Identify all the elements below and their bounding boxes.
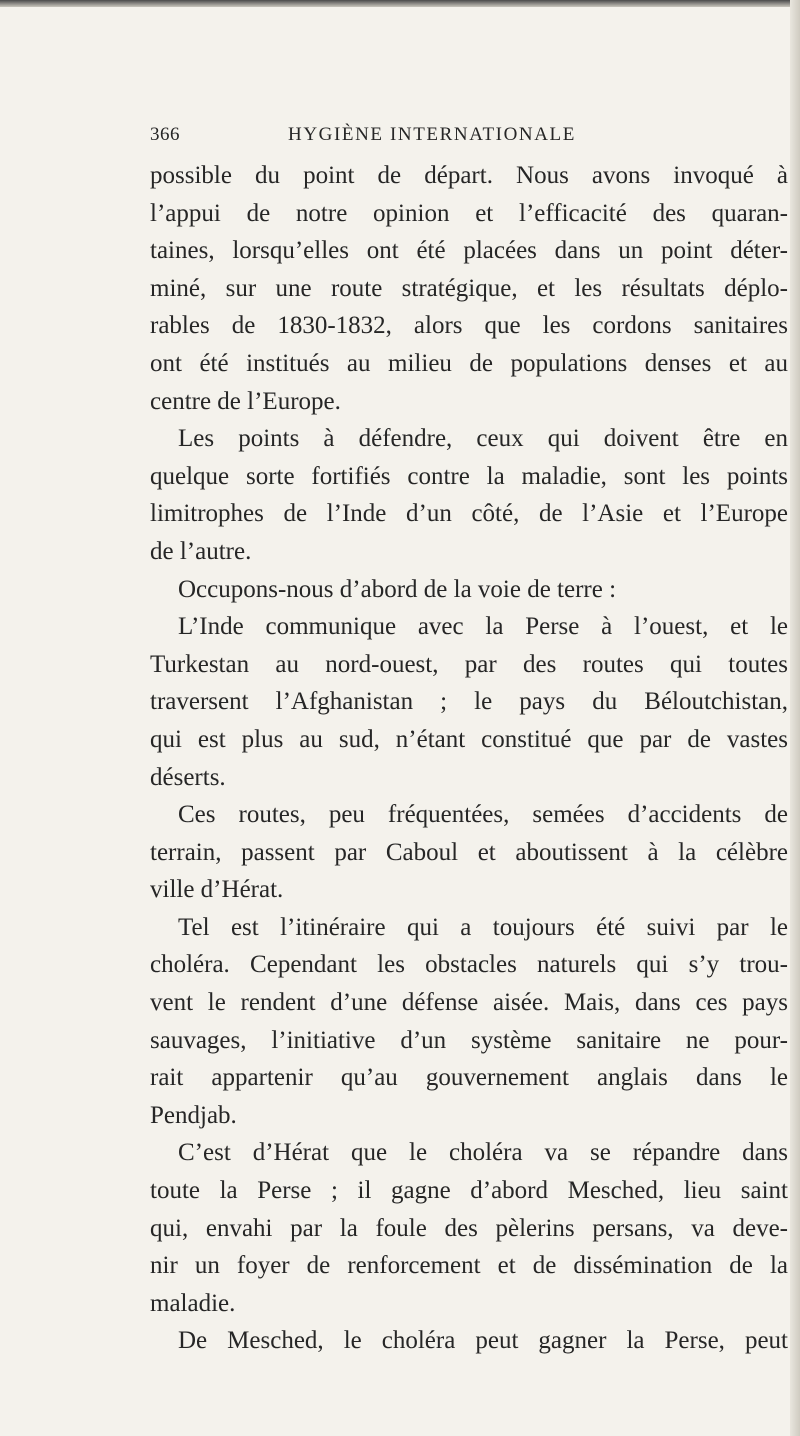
text-line: nir un foyer de renforcement et de dissémination de la bbox=[150, 1252, 788, 1280]
text-line: C’est d’Hérat que le choléra va se répandre dans bbox=[178, 1139, 788, 1167]
text-line: ville d’Hérat. bbox=[150, 876, 284, 904]
text-line: Les points à défendre, ceux qui doivent être en bbox=[178, 425, 788, 453]
running-head bbox=[150, 124, 790, 154]
text-line: taines, lorsqu’elles ont été placées dans un point déter- bbox=[150, 237, 788, 265]
text-line: choléra. Cependant les obstacles naturels qui s’y trou- bbox=[150, 951, 788, 979]
text-line: De Mesched, le choléra peut gagner la Perse, peut bbox=[178, 1327, 788, 1355]
text-line: toute la Perse ; il gagne d’abord Mesched, lieu saint bbox=[150, 1177, 788, 1205]
running-title: HYGIÈNE INTERNATIONALE bbox=[288, 124, 576, 145]
text-line: Occupons-nous d’abord de la voie de terre : bbox=[178, 575, 617, 603]
text-line: l’appui de notre opinion et l’efficacité des quaran- bbox=[150, 199, 788, 227]
text-line: déserts. bbox=[150, 763, 226, 791]
text-line: terrain, passent par Caboul et aboutissent à la célèbre bbox=[150, 838, 788, 866]
text-line: centre de l’Europe. bbox=[150, 387, 341, 415]
text-line: L’Inde communique avec la Perse à l’ouest, et le bbox=[178, 613, 788, 641]
text-line: traversent l’Afghanistan ; le pays du Béloutchistan, bbox=[150, 688, 788, 716]
page-number: 366 bbox=[150, 124, 180, 145]
text-line: Pendjab. bbox=[150, 1101, 237, 1129]
text-line: Turkestan au nord-ouest, par des routes qui toutes bbox=[150, 650, 788, 678]
text-line: rait appartenir qu’au gouvernement anglais dans le bbox=[150, 1064, 788, 1092]
text-line: vent le rendent d’une défense aisée. Mais, dans ces pays bbox=[150, 989, 788, 1017]
body-text bbox=[150, 157, 788, 1360]
text-line: maladie. bbox=[150, 1289, 236, 1317]
text-line: sauvages, l’initiative d’un système sanitaire ne pour- bbox=[150, 1026, 788, 1054]
text-line: limitrophes de l’Inde d’un côté, de l’Asie et l’Europe bbox=[150, 500, 788, 528]
text-line: qui, envahi par la foule des pèlerins persans, va deve- bbox=[150, 1214, 788, 1242]
text-line: Ces routes, peu fréquentées, semées d’accidents de bbox=[178, 801, 788, 829]
text-line: quelque sorte fortifiés contre la maladie, sont les points bbox=[150, 462, 788, 490]
text-line: possible du point de départ. Nous avons invoqué à bbox=[150, 162, 788, 189]
text-line: rables de 1830-1832, alors que les cordons sanitaires bbox=[150, 312, 788, 340]
text-line: ont été institués au milieu de populations denses et au bbox=[150, 349, 788, 377]
text-line: miné, sur une route stratégique, et les résultats déplo- bbox=[150, 274, 788, 302]
text-line: qui est plus au sud, n’étant constitué que par de vastes bbox=[150, 725, 788, 753]
text-line: de l’autre. bbox=[150, 537, 252, 565]
text-line: Tel est l’itinéraire qui a toujours été suivi par le bbox=[178, 913, 788, 941]
